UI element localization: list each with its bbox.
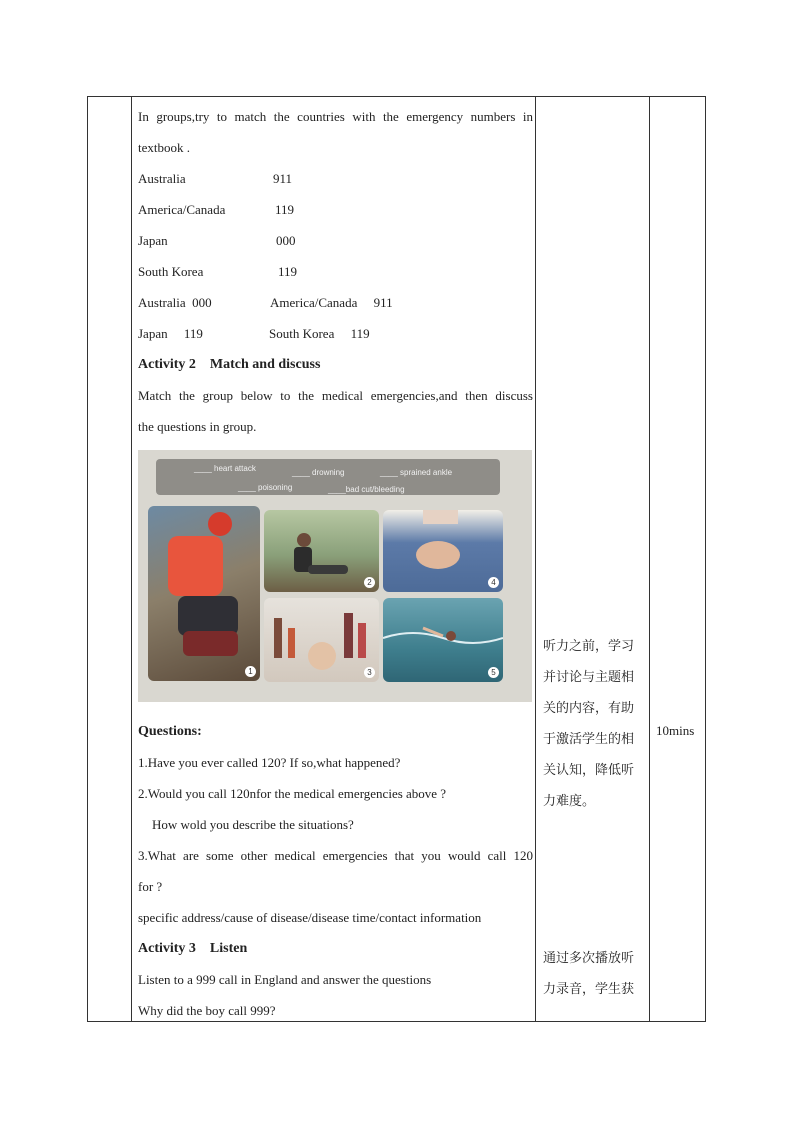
question-line: 3.What are some other medical emergencies that you would call 120 [138, 848, 533, 863]
activity-heading: Activity 2 Match and discuss [138, 357, 321, 372]
question-line: 1.Have you ever called 120? If so,what happened? [138, 755, 401, 770]
note-line: 听力之前，学习 [543, 639, 635, 654]
column-divider [535, 97, 536, 1021]
photo-number: 1 [245, 666, 256, 677]
pair-row [138, 256, 533, 287]
column-divider [131, 97, 132, 1021]
photo-drowning [383, 598, 503, 682]
number: 911 [273, 171, 293, 186]
note-line: 力录音，学生获 [543, 982, 635, 997]
photo-bleeding [148, 506, 260, 681]
label-drowning: ____ drowning [292, 468, 345, 477]
swimmer-illustration [383, 598, 503, 682]
intro-line: In groups,try to match the countries with the emergency numbers in [138, 109, 533, 124]
sprain-illustration [264, 510, 379, 592]
instruction-line: the questions in group. [138, 419, 257, 434]
question-line: 2.Would you call 120nfor the medical emergencies above ? [138, 786, 447, 801]
country: America/Canada [138, 202, 226, 217]
note-line: 通过多次播放听 [543, 951, 635, 966]
label-bar [156, 459, 500, 495]
label-poisoning: ____ poisoning [238, 483, 293, 492]
photo-heart-attack [383, 510, 503, 592]
answer: Japan 119 [138, 326, 203, 341]
label-bad-cut: ____bad cut/bleeding [328, 485, 405, 494]
pair-row [138, 163, 533, 194]
design-note-1 [543, 631, 645, 817]
number: 119 [278, 264, 298, 279]
photo-number: 4 [488, 577, 499, 588]
chest-pain-illustration [383, 510, 503, 592]
instruction-line: Listen to a 999 call in England and answer the questions [138, 972, 432, 987]
answer-row [138, 287, 533, 318]
country: Japan [138, 233, 168, 248]
photo-number: 3 [364, 667, 375, 678]
photo-poisoning [264, 598, 379, 682]
column-divider [649, 97, 650, 1021]
number: 000 [276, 233, 296, 248]
note-line: 并讨论与主题相 [543, 670, 635, 685]
instruction-line: Match the group below to the medical emergencies,and then discuss [138, 388, 533, 403]
answer-line: specific address/cause of disease/disease time/contact information [138, 910, 482, 925]
activity-heading: Activity 3 Listen [138, 941, 248, 956]
note-line: 力难度。 [543, 794, 596, 809]
label-sprained-ankle: ____ sprained ankle [380, 468, 453, 477]
pair-row [138, 194, 533, 225]
label-heart-attack: ____ heart attack [194, 464, 256, 473]
design-note-2 [543, 943, 645, 1005]
pair-row [138, 225, 533, 256]
photo-number: 5 [488, 667, 499, 678]
bottles-illustration [264, 598, 379, 682]
country: South Korea [138, 264, 204, 279]
intro-line: textbook . [138, 140, 190, 155]
note-line: 关的内容，有助 [543, 701, 635, 716]
rescuer-illustration [148, 506, 260, 681]
answer: Australia 000 [138, 295, 212, 310]
answer: South Korea 119 [269, 326, 370, 341]
country: Australia [138, 171, 186, 186]
number: 119 [275, 202, 295, 217]
question-line: How wold you describe the situations? [152, 817, 354, 832]
note-line: 于激活学生的相 [543, 732, 635, 747]
answer: America/Canada 911 [270, 295, 393, 310]
photo-ankle [264, 510, 379, 592]
photo-number: 2 [364, 577, 375, 588]
emergency-photo-figure [138, 450, 532, 702]
question-line: for ? [138, 879, 163, 894]
question-line: Why did the boy call 999? [138, 1003, 276, 1018]
note-line: 关认知，降低听 [543, 763, 635, 778]
activity-content [138, 101, 533, 1026]
lesson-table [87, 96, 706, 1022]
answer-row [138, 318, 533, 349]
time-allocation: 10mins [656, 723, 695, 738]
questions-heading: Questions: [138, 724, 202, 739]
